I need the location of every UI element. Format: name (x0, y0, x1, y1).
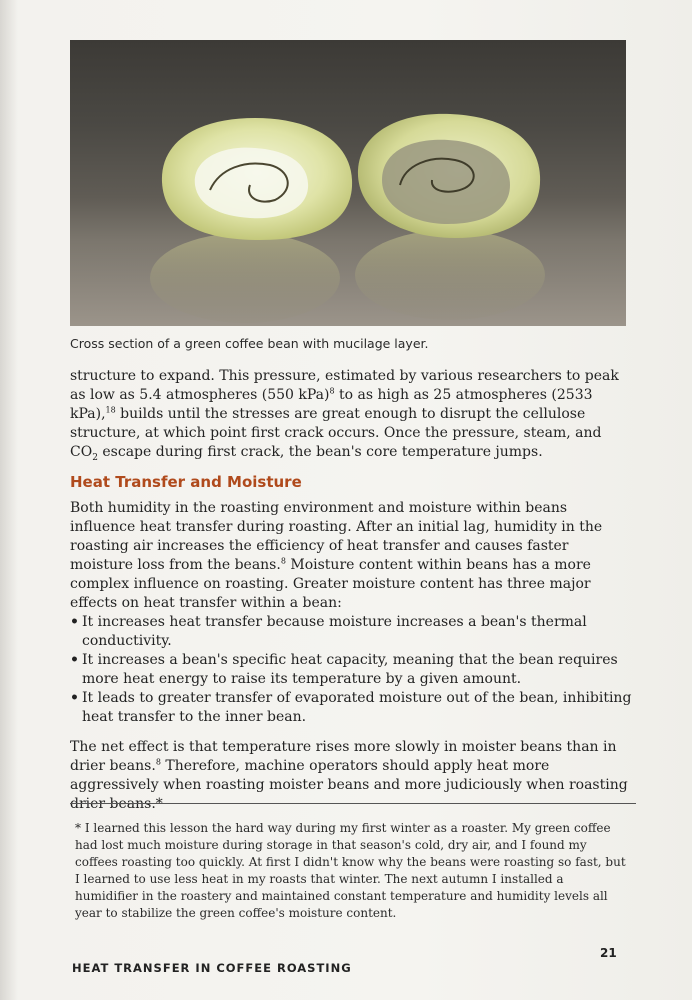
left-bean-reflection (150, 233, 340, 323)
citation-ref: 8 (280, 556, 286, 566)
left-bean-endosperm (195, 148, 308, 219)
footnote-divider (70, 803, 636, 804)
list-item: • It increases heat transfer because moisture increases a bean's thermal conductivity. (70, 614, 587, 649)
paragraph-humidity: Both humidity in the roasting environment and moisture within beans influence heat transfer during roasting. After an initial lag, humidity in the roasting air increases the efficiency of heat transfer and causes faster moisture loss from the beans.$^8$ Moisture content within beans has a more complex influence on roasting. Greater moisture content has three major effects on heat transfer within a bean: (70, 500, 603, 611)
page-number: 21 (600, 946, 617, 960)
paragraph-net-effect: The net effect is that temperature rises more slowly in moister beans than in drier beans.$^8$ Therefore, machine operators should apply heat more aggressively when roasting moister beans and more judiciously when roasting drier beans.* (70, 739, 628, 812)
paragraph-first-crack: structure to expand. This pressure, estimated by various researchers to peak as low as 5.4 atmospheres (550 kPa)$^8$ to as high as 25 atmospheres (2533 kPa),$^{18}$ builds until the stresses are great enough to disrupt the cellulose structure, at which point first crack occurs. Once the pressure, steam, and $CO_2$ escape during first crack, the bean's core temperature jumps. (70, 368, 619, 463)
running-footer-title: HEAT TRANSFER IN COFFEE ROASTING (72, 961, 352, 975)
footnote: * I learned this lesson the hard way during my first winter as a roaster. My green coffee had lost much moisture during storage in that season's cold, dry air, and I found my coffees roasting too quickly. At first I didn't know why the beans were roasting so fast, but I learned to use less heat in my roasts that winter. The next autumn I installed a humidifier in the roastery and maintained constant temperature and humidity levels all year to stabilize the green coffee's moisture content. (75, 821, 626, 920)
coffee-bean-cross-section-image (70, 40, 626, 326)
citation-ref: 8 (329, 386, 335, 396)
footnote-marker: * (75, 821, 81, 835)
bullet-marker: • (70, 690, 79, 706)
citation-ref: 18 (105, 405, 116, 415)
coffee-bean-photo (70, 40, 626, 326)
list-item: • It leads to greater transfer of evaporated moisture out of the bean, inhibiting heat transfer to the inner bean. (70, 690, 632, 725)
right-bean-reflection (355, 230, 545, 320)
section-heading: Heat Transfer and Moisture (70, 473, 302, 491)
bullet-marker: • (70, 614, 79, 630)
citation-ref: 8 (155, 757, 161, 767)
list-item: • It increases a bean's specific heat capacity, meaning that the bean requires more heat energy to raise its temperature by a given amount. (70, 652, 618, 687)
co2-subscript: 2 (92, 452, 98, 463)
bullet-marker: • (70, 652, 79, 668)
figure-caption: Cross section of a green coffee bean with mucilage layer. (70, 336, 429, 351)
effects-list (70, 613, 632, 727)
